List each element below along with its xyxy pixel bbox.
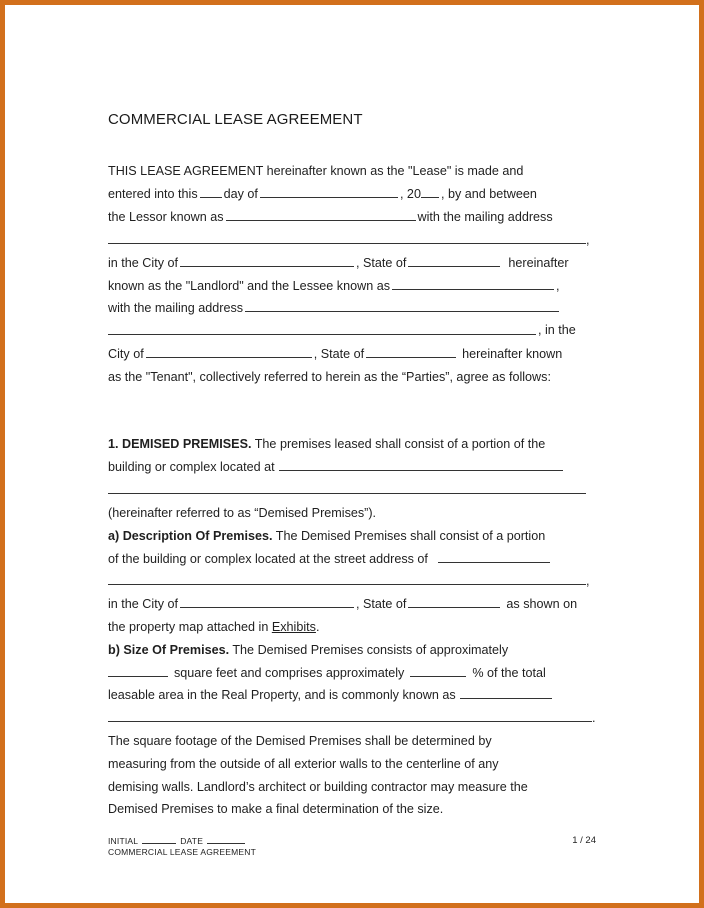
text: , [556,279,560,293]
text: entered into this [108,187,198,201]
intro-line-9 [108,346,562,362]
text: , by and between [440,187,537,201]
blank-field-building-location[interactable] [279,459,563,471]
blank-field-percent[interactable] [410,665,466,677]
date-label: DATE [180,836,204,846]
intro-line-5 [108,255,569,271]
page-number: 1 / 24 [572,835,596,846]
text: % of the total [472,666,546,680]
section-1b-line-3 [108,687,554,703]
text: day of [223,187,258,201]
section-1b-line-2 [108,665,546,681]
text: with the mailing address [417,210,553,224]
intro-line-10: as the "Tenant", collectively referred to herein as the “Parties”, agree as follows: [108,370,551,384]
text: as shown on [506,597,578,611]
text: The Demised Premises consists of approximately [229,643,509,657]
blank-field-lessee-address-2[interactable] [108,334,536,335]
text: with the mailing address [108,301,244,315]
blank-field-lessor-address[interactable] [108,243,586,244]
blank-field-lessor-city[interactable] [180,255,354,267]
section-1a-line-2 [108,551,552,567]
text: known as the "Landlord" and the Lessee known as [108,279,390,293]
text: , 20 [399,187,421,201]
section-1b-line-4-end: . [592,711,596,725]
blank-field-date[interactable] [207,835,245,844]
footer-doc-name: COMMERCIAL LEASE AGREEMENT [108,847,256,857]
section-1-line-4: (hereinafter referred to as “Demised Premises”). [108,506,377,520]
section-1a-line-4 [108,596,577,612]
section-1-heading: 1. DEMISED PREMISES. [108,437,252,451]
text: hereinafter [508,256,569,270]
text: in the City of [108,256,178,270]
initial-label: INITIAL [108,836,139,846]
blank-field-lessee-state[interactable] [366,346,456,358]
intro-line-4-end: , [586,233,590,247]
section-1a-heading: a) Description Of Premises. [108,529,273,543]
blank-field-square-feet[interactable] [108,665,168,677]
section-1-line-2 [108,459,565,475]
section-1b-heading: b) Size Of Premises. [108,643,230,657]
intro-line-3 [108,209,553,225]
text: in the City of [108,597,178,611]
blank-field-lessor-state[interactable] [408,255,500,267]
blank-field-day[interactable] [200,186,222,198]
section-1b-paragraph-line-1: The square footage of the Demised Premises shall be determined by [108,734,492,748]
section-1a-line-1 [108,528,545,544]
text: . [315,620,320,634]
blank-field-lessor[interactable] [226,209,416,221]
section-1b-paragraph-line-4: Demised Premises to make a final determination of the size. [108,802,444,816]
text: The Demised Premises shall consist of a portion [272,529,546,543]
intro-line-6 [108,278,560,294]
text: of the building or complex located at the street address of [108,552,428,566]
blank-field-lessee[interactable] [392,278,554,290]
text: square feet and comprises approximately [174,666,405,680]
text: the Lessor known as [108,210,224,224]
exhibits-link[interactable]: Exhibits [271,620,316,634]
text: , State of [356,597,407,611]
section-1b-paragraph-line-2: measuring from the outside of all exterior walls to the centerline of any [108,757,499,771]
text: the property map attached in [108,620,269,634]
blank-field-building-location-2[interactable] [108,493,586,494]
section-1b-line-1 [108,642,508,658]
blank-field-month[interactable] [260,186,398,198]
intro-line-8-end: , in the [538,323,576,337]
intro-line-2 [108,186,537,202]
text: hereinafter known [462,347,563,361]
text: THIS LEASE AGREEMENT hereinafter known as the "Lease" is made and [108,164,524,178]
blank-field-initial[interactable] [142,835,176,844]
blank-field-lessee-address[interactable] [245,300,559,312]
text: The premises leased shall consist of a portion of the [251,437,546,451]
text: City of [108,347,144,361]
blank-field-street-address[interactable] [438,551,550,563]
blank-field-street-address-2[interactable] [108,584,586,585]
section-1b-paragraph-line-3: demising walls. Landlord’s architect or building contractor may measure the [108,780,528,794]
section-1a-line-5 [108,619,319,635]
text: leasable area in the Real Property, and is commonly known as [108,688,456,702]
blank-field-known-as[interactable] [460,687,552,699]
text: , State of [313,347,365,361]
section-1-line-1 [108,436,545,452]
blank-field-known-as-2[interactable] [108,721,592,722]
blank-field-premises-state[interactable] [408,596,500,608]
intro-line-7 [108,300,561,316]
blank-field-premises-city[interactable] [180,596,354,608]
intro-line-1 [108,163,523,179]
blank-field-year[interactable] [421,186,439,198]
text: , State of [356,256,407,270]
document-title: COMMERCIAL LEASE AGREEMENT [108,111,363,128]
section-1a-line-3-end: , [586,574,590,588]
footer-initials [108,835,249,846]
blank-field-lessee-city[interactable] [146,346,312,358]
text: building or complex located at [108,460,275,474]
